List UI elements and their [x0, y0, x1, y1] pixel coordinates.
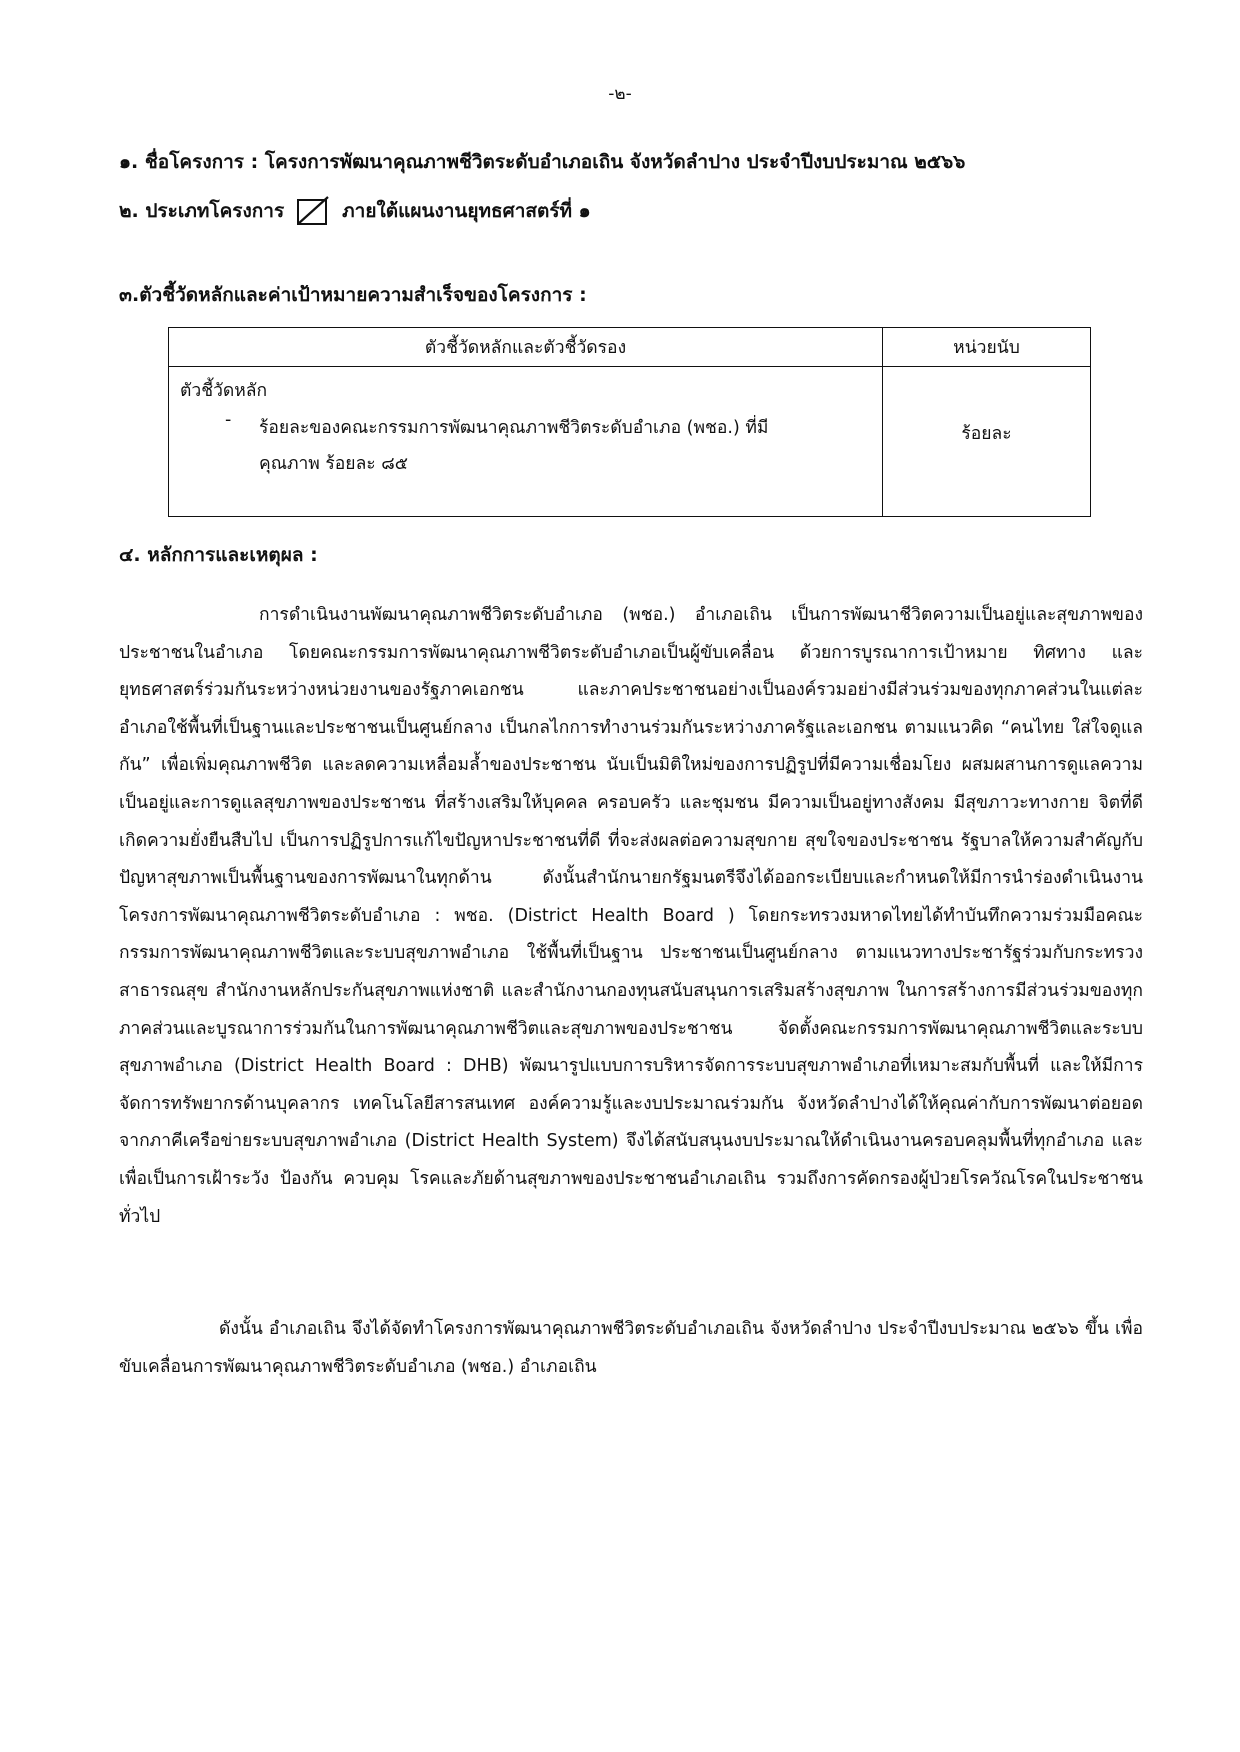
- section4-heading: ๔. หลักการและเหตุผล :: [119, 544, 318, 566]
- section2-label: ๒. ประเภทโครงการ: [119, 200, 285, 222]
- main-indicator-label: ตัวชี้วัดหลัก: [180, 381, 268, 401]
- table-header-row: [169, 328, 1091, 367]
- section1-label: ๑. ชื่อโครงการ :: [119, 151, 265, 173]
- indicator-cell: [169, 367, 883, 517]
- rationale-paragraph-2: [119, 1311, 1143, 1386]
- unit-column-header: หน่วยนับ: [883, 328, 1091, 367]
- rationale-paragraph-1-text: การดำเนินงานพัฒนาคุณภาพชีวิตระดับอำเภอ (พชอ.) อำเภอเถิน เป็นการพัฒนาชีวิตความเป็นอยู่และสุขภาพของประชาชนในอำเภอ โดยคณะกรรมการพัฒนาคุณภาพชีวิตระดับอำเภอเป็นผู้ขับเคลื่อน ด้วยการบูรณาการเป้าหมาย ทิศทาง และยุทธศาสตร์ร่วมกันระหว่างหน่วยงานของรัฐภาคเอกชน และภาคประชาชนอย่างเป็นองค์รวมอย่างมีส่วนร่วมของทุกภาคส่วนในแต่ละอำเภอใช้พื้นที่เป็นฐานและประชาชนเป็นศูนย์กลาง เป็นกลไกการทำงานร่วมกันระหว่างภาครัฐและเอกชน ตามแนวคิด “คนไทย ใส่ใจดูแลกัน” เพื่อเพิ่มคุณภาพชีวิต และลดความเหลื่อมล้ำของประชาชน นับเป็นมิติใหม่ของการปฏิรูปที่มีความเชื่อมโยง ผสมผสานการดูแลความเป็นอยู่และการดูแลสุขภาพของประชาชน ที่สร้างเสริมให้บุคคล ครอบครัว และชุมชน มีความเป็นอยู่ทางสังคม มีสุขภาวะทางกาย จิตที่ดี เกิดความยั่งยืนสืบไป เป็นการปฏิรูปการแก้ไขปัญหาประชาชนที่ดี ที่จะส่งผลต่อความสุขกาย สุขใจของประชาชน รัฐบาลให้ความสำคัญกับปัญหาสุขภาพเป็นพื้นฐานของการพัฒนาในทุกด้าน ดังนั้นสำนักนายกรัฐมนตรีจึงได้ออกระเบียบและกำหนดให้มีการนำร่องดำเนินงานโครงการพัฒนาคุณภาพชีวิตระดับอำเภอ : พชอ. (District Health Board ) โดยกระทรวงมหาดไทยได้ทำบันทึกความร่วมมือคณะกรรมการพัฒนาคุณภาพชีวิตและระบบสุขภาพอำเภอ ใช้พื้นที่เป็นฐาน ประชาชนเป็นศูนย์กลาง ตามแนวทางประชารัฐร่วมกับกระทรวงสาธารณสุข สำนักงานหลักประกันสุขภาพแห่งชาติ และสำนักงานกองทุนสนับสนุนการเสริมสร้างสุขภาพ ในการสร้างการมีส่วนร่วมของทุกภาคส่วนและบูรณาการร่วมกันในการพัฒนาคุณภาพชีวิตและสุขภาพของประชาชน จัดตั้งคณะกรรมการพัฒนาคุณภาพชีวิตและระบบสุขภาพอำเภอ (District Health Board : DHB) พัฒนารูปแบบการบริหารจัดการระบบสุขภาพอำเภอที่เหมาะสมกับพื้นที่ และให้มีการจัดการทรัพยากรด้านบุคลากร เทคโนโลยีสารสนเทศ องค์ความรู้และงบประมาณร่วมกัน จังหวัดลำปางได้ให้คุณค่ากับการพัฒนาต่อยอดจากภาคีเครือข่ายระบบสุขภาพอำเภอ (District Health System) จึงได้สนับสนุนงบประมาณให้ดำเนินงานครอบคลุมพื้นที่ทุกอำเภอ และเพื่อเป็นการเฝ้าระวัง ป้องกัน ควบคุม โรคและภัยด้านสุขภาพของประชาชนอำเภอเถิน รวมถึงการคัดกรองผู้ป่วยโรควัณโรคในประชาชนทั่วไป: [119, 605, 1143, 1227]
- indicator-item: [170, 404, 881, 482]
- section2-option: ภายใต้แผนงานยุทธศาสตร์ที่ ๑: [342, 200, 591, 222]
- table-row: [169, 367, 1091, 517]
- rationale-paragraph-1: [119, 597, 1143, 1236]
- unit-cell: ร้อยละ: [883, 367, 1091, 517]
- bullet-dash: -: [225, 410, 232, 430]
- page-number: -๒-: [608, 84, 632, 104]
- section1-title: โครงการพัฒนาคุณภาพชีวิตระดับอำเภอเถิน จังหวัดลำปาง ประจำปีงบประมาณ ๒๕๖๖: [264, 151, 966, 173]
- rationale-paragraph-2-text: ดังนั้น อำเภอเถิน จึงได้จัดทำโครงการพัฒนาคุณภาพชีวิตระดับอำเภอเถิน จังหวัดลำปาง ประจำปีงบประมาณ ๒๕๖๖ ขึ้น เพื่อขับเคลื่อนการพัฒนาคุณภาพชีวิตระดับอำเภอ (พชอ.) อำเภอเถิน: [119, 1319, 1143, 1377]
- indicator-column-header: ตัวชี้วัดหลักและตัวชี้วัดรอง: [169, 328, 883, 367]
- indicator-item-text: ร้อยละของคณะกรรมการพัฒนาคุณภาพชีวิตระดับอำเภอ (พชอ.) ที่มีคุณภาพ ร้อยละ ๘๕: [259, 418, 769, 474]
- section2-project-type: [119, 196, 591, 226]
- section3-heading: ๓.ตัวชี้วัดหลักและค่าเป้าหมายความสำเร็จของโครงการ :: [119, 284, 587, 306]
- checked-checkbox-icon[interactable]: [296, 196, 330, 226]
- section1-project-name: [119, 147, 965, 177]
- indicator-table: [168, 327, 1091, 517]
